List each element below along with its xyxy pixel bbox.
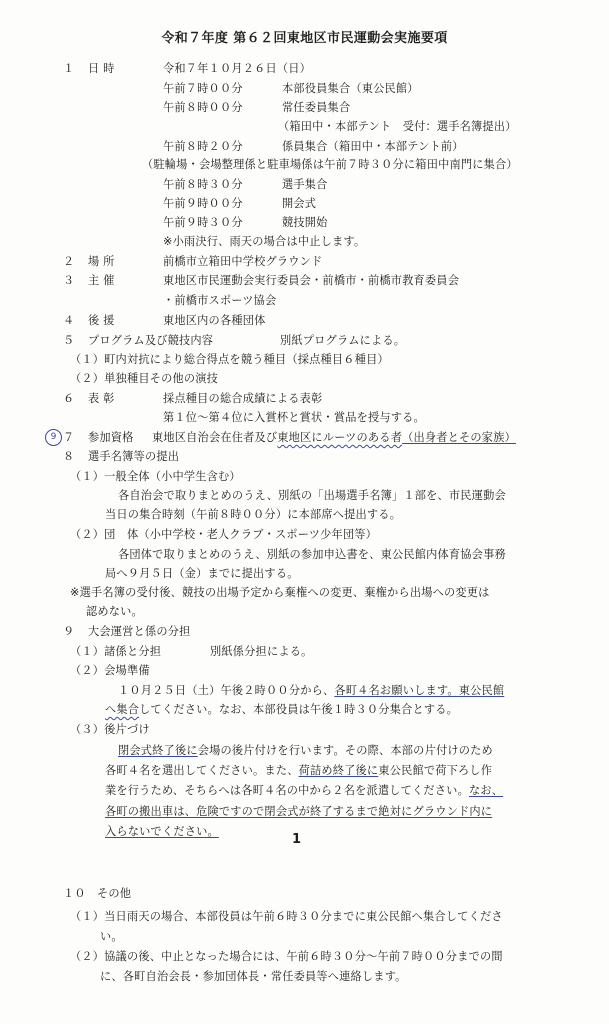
s9-text <box>118 744 493 758</box>
s2-num: ２ <box>63 255 75 268</box>
sponsor: 東地区内の各種団体 <box>163 314 266 327</box>
s8-note: ※選手名簿の受付後、競技の出場予定から棄権への変更、棄権から出場への変更は <box>70 586 490 599</box>
schedule-desc: 係員集合（箱田中・本部テント前） <box>282 140 464 153</box>
s4-label: 後 援 <box>88 314 115 327</box>
s9-label: 大会運営と係の分担 <box>88 625 191 638</box>
text-part: １０月２５日（土）午後２時００分から、 <box>118 684 335 697</box>
text-part: 業を行うため、そちらへは各町４名の中から２名を派遣してください。 <box>105 784 469 797</box>
venue: 前橋市立箱田中学校グラウンド <box>163 255 323 268</box>
text-underlined: 荷詰め終了後に <box>298 764 379 777</box>
s6-num: ６ <box>63 392 75 405</box>
s3-label: 主 催 <box>88 274 115 287</box>
s8-label: 選手名簿等の提出 <box>88 450 180 463</box>
s8-text: 当日の集合時刻（午前８時００分）に本部席へ提出する。 <box>105 508 402 521</box>
text-part: してください。なお、本部役員は午後１時３０分集合とする。 <box>139 703 459 716</box>
schedule-desc: 開会式 <box>282 197 317 210</box>
s1-date: 令和７年１０月２６日（日） <box>163 62 312 75</box>
s7-num: ７ <box>63 431 75 444</box>
rain-note: ※小雨決行、雨天の場合は中止します。 <box>163 235 366 248</box>
s1-label: 日 時 <box>88 62 115 75</box>
s10-text: （１）当日雨天の場合、本部役員は午前６時３０分までに東公民館へ集合してくださ <box>70 910 503 923</box>
text-underlined: 各町４名お願いします。 <box>334 684 459 697</box>
text-underlined: なお、 <box>468 784 504 797</box>
handwritten-circle-mark: 9 <box>45 429 62 446</box>
text-underlined: へ集合 <box>105 703 140 716</box>
s8-text: 局へ９月５日（金）までに提出する。 <box>105 567 299 580</box>
schedule-desc: （箱田中・本部テント 受付：選手名簿提出） <box>278 120 517 133</box>
schedule-time: 午前７時００分 <box>163 82 243 95</box>
page-title: 令和７年度 第６２回東地区市民運動会実施要項 <box>161 31 448 46</box>
s8-text: 各団体で取りまとめのうえ、別紙の参加申込書を、東公民館内体育協会事務 <box>118 548 506 561</box>
schedule-desc: 選手集合 <box>282 178 328 191</box>
page-number: 1 <box>292 832 302 847</box>
s8-note: 認めない。 <box>86 605 143 618</box>
organizer-line: ・前橋市スポーツ協会 <box>163 294 277 307</box>
award-line: 第１位～第４位に入賞杯と賞状・賞品を授与する。 <box>163 411 425 424</box>
award-line: 採点種目の総合成績による表彰 <box>163 392 323 405</box>
s8-num: ８ <box>63 450 75 463</box>
schedule-time: 午前８時００分 <box>163 101 243 114</box>
s5-num: ５ <box>63 334 75 347</box>
s4-num: ４ <box>63 314 75 327</box>
program-text: 別紙プログラムによる。 <box>280 334 406 347</box>
schedule-desc: 本部役員集合（東公民館） <box>282 82 419 95</box>
schedule-time: 午前８時３０分 <box>163 178 243 191</box>
s5-item: （１）町内対抗により総合得点を競う種目（採点種目６種目） <box>70 353 389 366</box>
s6-label: 表 彰 <box>88 392 115 405</box>
text-part: 各町４名を選出してください。また、 <box>105 764 299 777</box>
s8-item-head: （２）団 体（小中学校・老人クラブ・スポーツ少年団等） <box>70 528 378 541</box>
s9-text <box>118 684 504 698</box>
s10-text: に、各町自治会長・参加団体長・常任委員等へ連絡します。 <box>100 970 407 983</box>
schedule-desc: 常任委員集合 <box>282 101 351 114</box>
s9-text <box>105 764 492 778</box>
eligibility-part: 東地区自治会在住者及び <box>152 431 278 444</box>
s9-num: ９ <box>63 625 75 638</box>
schedule-desc: 競技開始 <box>282 216 328 229</box>
schedule-time: 午前９時３０分 <box>163 216 243 229</box>
s5-item: （２）単独種目その他の演技 <box>70 372 219 385</box>
s9-item-head: （３）後片づけ <box>70 723 150 736</box>
s9-text <box>105 703 458 717</box>
s8-item-head: （１）一般全体（小中学生含む） <box>70 470 241 483</box>
s9-item-head: （１）諸係と分担 <box>70 645 162 658</box>
s9-text <box>105 784 503 798</box>
schedule-time: 午前９時００分 <box>163 197 243 210</box>
s9-text: 別紙係分担による。 <box>210 645 313 658</box>
s1-num: １ <box>63 62 75 75</box>
s7-label: 参加資格 <box>88 431 134 444</box>
s2-label: 場 所 <box>88 255 115 268</box>
s9-text-underlined: 入らないでください。 <box>105 825 219 838</box>
text-part: 東公民館で荷下ろし作 <box>378 764 493 777</box>
text-underlined: 閉会式終了後に <box>118 744 198 757</box>
eligibility-part: （出身者とその家族） <box>402 431 516 444</box>
eligibility-highlight: 東地区にルーツのある者 <box>277 431 403 444</box>
parking-note: （駐輪場・会場整理係と駐車場係は午前７時３０分に箱田中南門に集合） <box>142 158 518 171</box>
s3-num: ３ <box>63 274 75 287</box>
s9-item-head: （２）会場準備 <box>70 664 150 677</box>
s8-text: 各自治会で取りまとめのうえ、別紙の「出場選手名簿」１部を、市民運動会 <box>118 489 506 502</box>
s10-text: い。 <box>100 930 123 943</box>
s10-label: その他 <box>97 887 132 900</box>
s5-label: プログラム及び競技内容 <box>88 334 214 347</box>
s9-text-underlined: 各町の搬出車は、危険ですので閉会式が終了するまで絶対にグラウンド内に <box>105 805 493 818</box>
text-underlined: 東公民館 <box>458 684 505 697</box>
organizer-line: 東地区市民運動会実行委員会・前橋市・前橋市教育委員会 <box>163 274 460 287</box>
text-part: 会場の後片付けを行います。その際、本部の片付けのため <box>197 744 493 757</box>
s10-num: １０ <box>63 887 86 900</box>
s10-text: （２）協議の後、中止となった場合には、午前６時３０分～午前７時００分までの間 <box>70 950 503 963</box>
schedule-time: 午前８時２０分 <box>163 140 243 153</box>
eligibility-text <box>152 431 516 445</box>
